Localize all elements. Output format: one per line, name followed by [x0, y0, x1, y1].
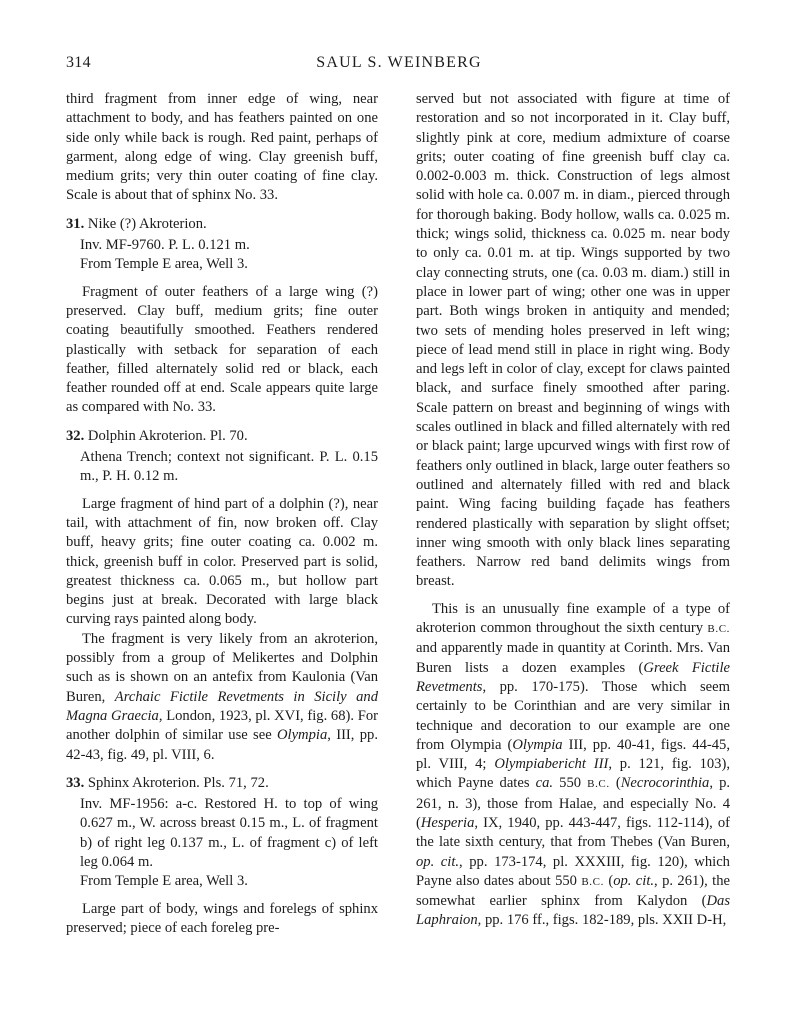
inventory-line: Inv. MF-9760. P. L. 0.121 m.	[80, 237, 250, 254]
entry-31-description: Fragment of outer feathers of a large wing (?) preserved. Clay buff, medium grits; fine outer coating beautifully smoothed. Feathers rendered plastically with setback for separation of each feather, filled alternately solid red or black, each feather rounded off at end. Scale appears quite large as compared with No. 33.	[66, 283, 378, 416]
catalogue-entry-32-heading	[66, 427, 378, 446]
entry-title: Nike (?) Akroterion.	[87, 215, 207, 232]
italic-citation: Olympia	[276, 727, 328, 744]
continued-paragraph: third fragment from inner edge of wing, near attachment to body, and has feathers painted on one side only while back is rough. Red paint, perhaps of garment, along edge of wing. Clay greenish buff, medium grits; very thin outer coating of fine clay. Scale is about that of sphinx No. 33.	[66, 91, 378, 204]
text-run: , p. 261), the somewhat earlier sphinx from Kalydon (	[416, 872, 730, 910]
page-header	[66, 54, 732, 78]
italic-citation: op. cit.	[416, 853, 460, 870]
text-run: , IX, 1940, pp. 443-447, figs. 112-114), of the late sixth century, that from Thebes (Van Buren,	[416, 814, 730, 851]
page-number: 314	[66, 54, 91, 71]
entry-number: 32.	[66, 427, 85, 444]
entry-33-discussion	[416, 600, 730, 931]
italic-citation: op. cit.	[613, 872, 655, 889]
italic-citation: Necrocorinthia	[620, 775, 710, 792]
text-run: 550	[553, 775, 588, 792]
entry-number: 33.	[66, 774, 85, 791]
text-run: The fragment is very likely from an akroterion, possibly from a group of Melikertes and Dolphin such as is shown on an antefix from Kaulonia (Van Buren,	[66, 630, 378, 705]
inventory-line: Inv. MF-1956: a-c. Restored H. to top of wing 0.627 m., W. across breast 0.15 m., L. of fragment b) of right leg 0.137 m., L. of fragment c) of left leg 0.064 m.	[80, 796, 378, 870]
text-run: , pp. 170-175). Those which seem certainly to be Corinthian and are very similar in technique and decoration to our example are one from Olympia (	[416, 678, 730, 753]
findspot-line: From Temple E area, Well 3.	[80, 256, 248, 273]
italic-citation: Olympiabericht III	[494, 756, 609, 773]
era-abbreviation: B.C.	[707, 623, 730, 636]
entry-32-description: Large fragment of hind part of a dolphin (?), near tail, with attachment of fin, now broken off. Clay buff, heavy grits; fine outer coating ca. 0.002 m. thick, greenish buff in color. Preserved part is solid, greatest thickness ca. 0.065 m., but hollow part begins just at break. Decorated with large black curving rays painted along body.	[66, 495, 378, 628]
entry-number: 31.	[66, 215, 85, 232]
text-run: , p. 121, fig. 103), which Payne dates	[416, 756, 730, 792]
text-run: (	[603, 872, 614, 889]
italic-citation: Das Laphraion	[416, 893, 730, 929]
text-run: , pp. 176 ff., figs. 182-189, pls. XXII D-H,	[477, 912, 727, 929]
entry-33-description-continued: served but not associated with figure at time of restoration and so not incorporated in it. Clay buff, slightly pink at core, medium admixture of coarse grits; outer coating of fine greenish buff clay ca. 0.002-0.003 m. thick. Construction of legs almost solid with hole ca. 0.007 m. in diam., pierced through for thorough baking. Body hollow, walls ca. 0.025 m. thick; wings solid, thickness ca. 0.025 m. near body to only ca. 0.01 m. at tip. Wings supported by two clay connecting struts, one (ca. 0.03 m. diam.) still in place in lower part of wing; other one was in upper part. Both wings broken in antiquity and mended; two sets of mending holes preserved in left wing; piece of lead mend still in place in right wing. Body and legs left in color of clay, except for claws painted black, and surface finely smoothed after paring. Scale pattern on breast and beginning of wings with scales outlined in black and filled alternately with red or black paint; large upcurved wings with first row of feathers only outlined in black, large outer feathers so outlined and alternately filled with red and black paint. Wing facing building façade has feathers rendered plastically with separation by slight offset; inner wing smooth with only black lines separating feathers. Narrow red band delimits wings from breast.	[416, 91, 730, 590]
text-run: and apparently made in quantity at Corinth. Mrs. Van Buren lists a dozen examples (	[416, 640, 730, 676]
italic-citation: Greek Fictile Revetments	[416, 659, 730, 695]
inventory-line: Athena Trench; context not significant. P. L. 0.15 m., P. H. 0.12 m.	[80, 449, 378, 485]
entry-title: Dolphin Akroterion. Pl. 70.	[87, 427, 248, 444]
findspot-line: From Temple E area, Well 3.	[80, 873, 248, 890]
italic-citation: Hesperia	[420, 814, 475, 831]
right-column	[416, 90, 730, 931]
catalogue-entry-33-heading	[66, 774, 378, 793]
running-head-author: SAUL S. WEINBERG	[316, 54, 482, 71]
era-abbreviation: B.C.	[587, 778, 610, 791]
text-run: , pp. 173-174, pl. XXXIII, fig. 120), which Payne also dates about 550	[416, 853, 730, 889]
left-column	[66, 90, 378, 938]
entry-32-discussion	[66, 630, 378, 765]
italic-abbreviation: ca.	[535, 775, 554, 792]
entry-title: Sphinx Akroterion. Pls. 71, 72.	[87, 774, 269, 791]
italic-citation: Olympia	[512, 736, 563, 753]
era-abbreviation: B.C.	[581, 875, 604, 888]
entry-33-description-start: Large part of body, wings and forelegs of sphinx preserved; piece of each foreleg pre-	[66, 900, 378, 936]
text-run: (	[609, 775, 621, 792]
text-run: III, pp. 40-41, figs. 44-45, pl. VIII, 4;	[416, 736, 730, 773]
text-run: This is an unusually fine example of a type of akroterion common throughout the sixth century	[416, 600, 730, 637]
text-run: , p. 261, n. 3), those from Halae, and especially No. 4 (	[416, 775, 731, 831]
text-run: , London, 1923, pl. XVI, fig. 68). For another dolphin of similar use see	[66, 707, 378, 744]
catalogue-entry-31-heading	[66, 215, 378, 234]
text-run: , III, pp. 42-43, fig. 49, pl. VIII, 6.	[66, 727, 378, 763]
italic-citation: Archaic Fictile Revetments in Sicily and Magna Graecia	[66, 688, 379, 724]
